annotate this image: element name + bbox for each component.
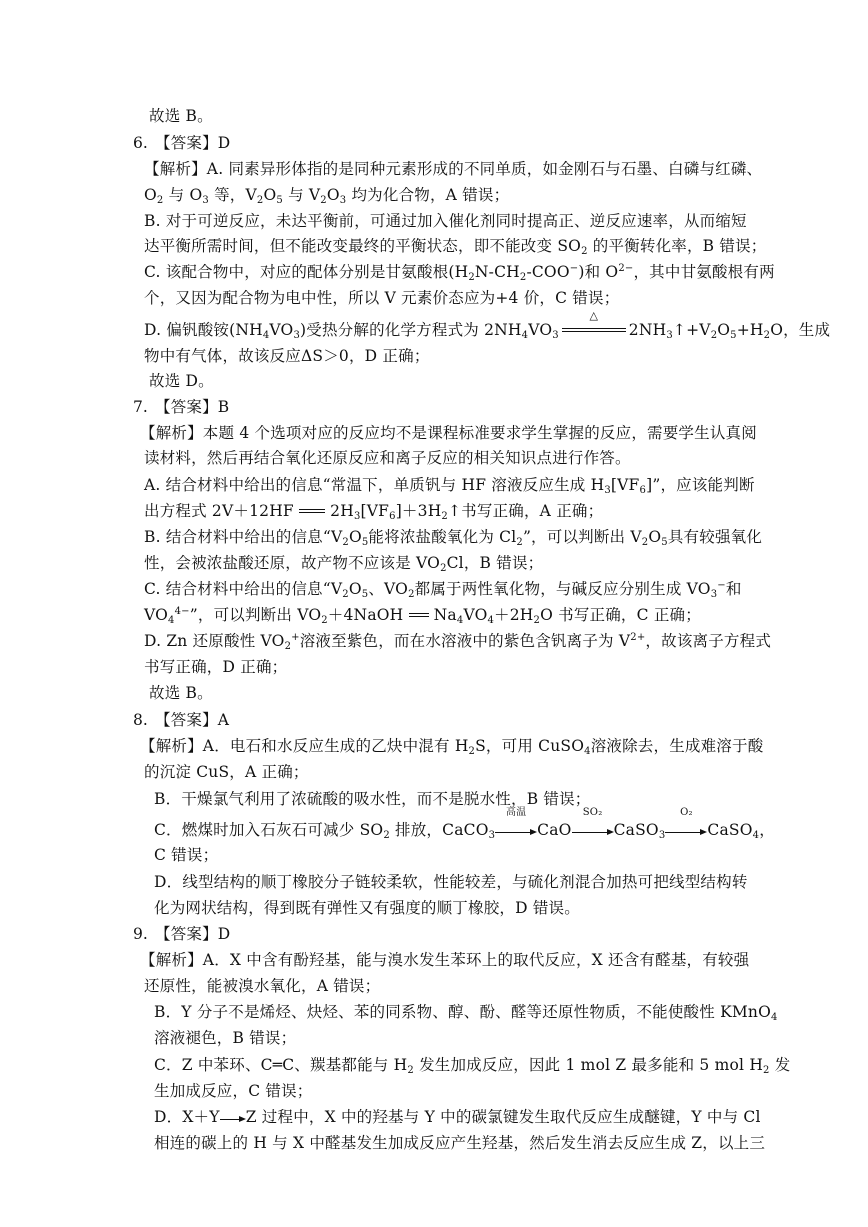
q7-explanation-a-line2: 出方程式 2V＋12HF $2H_3[VF_6]+3H_2↑$书写正确，A 正确； bbox=[144, 502, 604, 522]
q6-explanation-a-line1: 【解析】A. 同素异形体指的是同种元素形成的不同单质，如金刚石与石墨、白磷与红磷、 bbox=[144, 160, 763, 178]
q7-explanation-b-line1: B. 结合材料中给出的信息“$V_2O_5$能将浓盐酸氧化为 $Cl_2$”，可以判断出 $V_2O_5$具有较强氧化 bbox=[144, 528, 763, 548]
q6-answer: 【答案】D bbox=[155, 134, 231, 152]
q9-answer: 【答案】D bbox=[155, 925, 231, 943]
q6-explanation-d-line1: D. 偏钒酸铵$(NH_4VO_3)$受热分解的化学方程式为 $2NH_4VO_3$ △ $2NH_3↑+V_2O_5+H_2O$，生成 bbox=[144, 309, 831, 341]
reaction-arrow-o2: O₂ bbox=[665, 820, 707, 840]
heating-condition-sign: △ bbox=[559, 320, 629, 340]
q7-explanation-a-line1: A. 结合材料中给出的信息“常温下，单质钒与 HF 溶液反应生成 $H_3[VF_6]$”，应该能判断 bbox=[144, 476, 755, 496]
q8-explanation-a-line1: 【解析】A．电石和水反应生成的乙炔中混有 $H_2S$，可用 CuSO$_4$溶液除去，生成难溶于酸 bbox=[140, 737, 764, 757]
q8-answer: 【答案】A bbox=[155, 711, 230, 729]
q5-conclusion: 故选 B。 bbox=[149, 107, 213, 125]
q7-explanation-c-line2: $VO_4^{4-}$”，可以判断出 $VO_2+4NaOH$ $Na_4VO_4+2H_2O$ 书写正确，C 正确； bbox=[144, 606, 701, 626]
q9-explanation-a-line2: 还原性，能被溴水氧化，A 错误； bbox=[144, 977, 381, 995]
q7-answer: 【答案】B bbox=[155, 398, 230, 416]
q9-explanation-c-line1: C．Z 中苯环、C═C、羰基都能与 $H_2$ 发生加成反应，因此 1 mol Z 最多能和 5 mol $H_2$ 发 bbox=[154, 1056, 791, 1076]
q7-explanation-d-line2: 书写正确，D 正确； bbox=[144, 658, 288, 676]
q8-explanation-d-line1: D．线型结构的顺丁橡胶分子链较柔软，性能较差，与硫化剂混合加热可把线型结构转 bbox=[154, 873, 748, 891]
reaction-arrow-so2: SO₂ bbox=[572, 820, 614, 840]
q8-explanation-d-line2: 化为网状结构，得到既有弹性又有强度的顺丁橡胶，D 错误。 bbox=[154, 899, 580, 917]
q8-explanation-a-line2: 的沉淀 CuS，A 正确； bbox=[144, 763, 309, 781]
q7-explanation-d-line1: D. Zn 还原酸性 $VO_2^+$溶液至紫色，而在水溶液中的紫色含钒离子为 $V^{2+}$，故该离子方程式 bbox=[144, 632, 772, 652]
q6-explanation-d-line2: 物中有气体，故该反应ΔS＞0，D 正确； bbox=[144, 347, 430, 365]
q8-explanation-c-line2: C 错误； bbox=[154, 846, 219, 864]
q9-explanation-c-line2: 生加成反应，C 错误； bbox=[154, 1082, 313, 1100]
q8-explanation-b-line1: B．干燥氯气利用了浓硫酸的吸水性，而不是脱水性，B 错误； bbox=[154, 790, 591, 808]
q7-explanation-b-line2: 性，会被浓盐酸还原，故产物不应该是 $VO_2Cl$，B 错误； bbox=[144, 554, 544, 574]
q6-conclusion: 故选 D。 bbox=[149, 372, 214, 390]
q9-explanation-b-line1: B．Y 分子不是烯烃、炔烃、苯的同系物、醇、酚、醛等还原性物质，不能使酸性 KMnO$_4$ bbox=[154, 1003, 778, 1023]
reaction-arrow-x-y-z bbox=[220, 1107, 246, 1127]
q8-explanation-c-line1: C．燃煤时加入石灰石可减少 $SO_2$ 排放，CaCO$_3$ 高温 CaO SO₂ CaSO$_3$ O₂ CaSO$_4$， bbox=[154, 807, 775, 841]
reaction-arrow-high-temp: 高温 bbox=[495, 820, 537, 840]
q9-explanation-b-line2: 溶液褪色，B 错误； bbox=[154, 1029, 297, 1047]
q7-conclusion: 故选 B。 bbox=[149, 684, 213, 702]
q9-explanation-a-line1: 【解析】A．X 中含有酚羟基，能与溴水发生苯环上的取代反应，X 还含有醛基，有较强 bbox=[140, 951, 750, 969]
q6-explanation-c-line1: C. 该配合物中，对应的配体分别是甘氨酸根$(H_2N-CH_2-COO^-)$和 $O^{2-}$，其中甘氨酸根有两 bbox=[144, 263, 775, 283]
q6-explanation-b-line2: 达平衡所需时间，但不能改变最终的平衡状态，即不能改变 $SO_2$ 的平衡转化率，B 错误； bbox=[144, 237, 767, 257]
q6-explanation-b-line1: B. 对于可逆反应，未达平衡前，可通过加入催化剂同时提高正、逆反应速率，从而缩短 bbox=[144, 212, 747, 230]
q6-explanation-a-line2: $O_2$ 与 $O_3$ 等，$V_2O_5$ 与 $V_2O_3$ 均为化合物，A 错误； bbox=[144, 186, 510, 206]
q7-number: 7. bbox=[133, 398, 148, 416]
q7-explanation-intro-line1: 【解析】本题 4 个选项对应的反应均不是课程标准要求学生掌握的反应，需要学生认真阅 bbox=[140, 424, 757, 442]
q9-explanation-d-line1: D．X＋Y Z 过程中，X 中的羟基与 Y 中的碳氯键发生取代反应生成醚键，Y 中与 Cl bbox=[154, 1108, 761, 1126]
q9-explanation-d-line2: 相连的碳上的 H 与 X 中醛基发生加成反应产生羟基，然后发生消去反应生成 Z，以上三 bbox=[154, 1134, 766, 1152]
q9-number: 9. bbox=[133, 925, 148, 943]
q6-number: 6. bbox=[133, 134, 148, 152]
q7-explanation-intro-line2: 读材料，然后再结合氧化还原反应和离子反应的相关知识点进行作答。 bbox=[144, 449, 631, 467]
q7-explanation-c-line1: C. 结合材料中给出的信息“$V_2O_5$、$VO_2$都属于两性氧化物，与碱反应分别生成 $VO_3^-$和 bbox=[144, 580, 742, 600]
q6-explanation-c-line2: 个，又因为配合物为电中性，所以 V 元素价态应为+4 价，C 错误； bbox=[144, 289, 620, 307]
q8-number: 8. bbox=[133, 711, 148, 729]
